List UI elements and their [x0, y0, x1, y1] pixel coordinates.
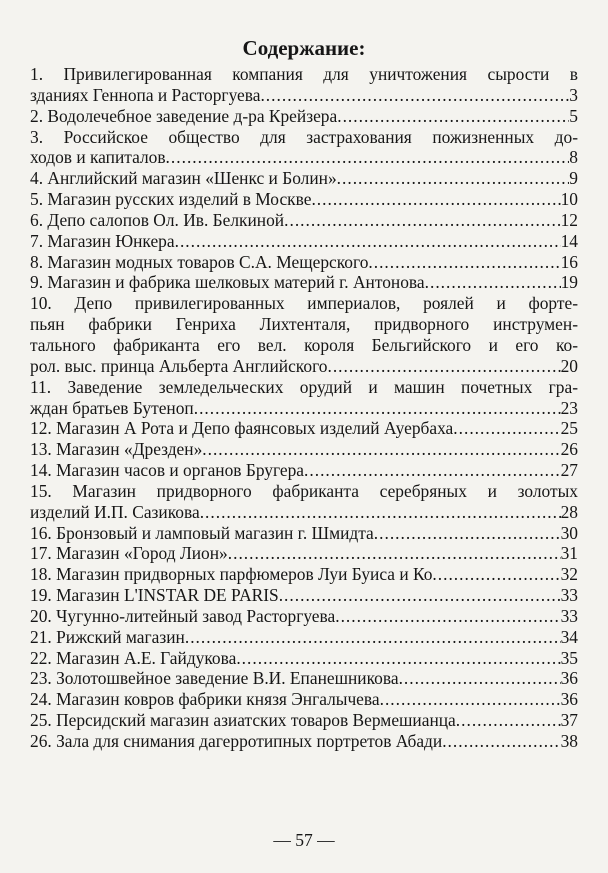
- toc-entry: [30, 648, 578, 669]
- dot-leader: [456, 710, 561, 731]
- dot-leader: [236, 648, 560, 669]
- toc-entry-title: 25. Персидский магазин азиатских товаров Вермешианца: [30, 710, 456, 731]
- toc-page-number: 36: [560, 689, 578, 710]
- toc-entry: [30, 272, 578, 293]
- toc-entry-title: 13. Магазин «Дрезден»: [30, 439, 203, 460]
- toc-entry-last-line: [30, 168, 578, 189]
- dot-leader: [442, 731, 560, 752]
- toc-page-number: 20: [560, 355, 578, 376]
- page-number: — 57 —: [273, 830, 335, 850]
- toc-page-number: 33: [560, 585, 578, 606]
- toc-entry-last-line: [30, 418, 578, 439]
- toc-entry-title: изделий И.П. Сазикова: [30, 501, 200, 522]
- toc-entry-title: 21. Рижский магазин: [30, 626, 185, 647]
- toc-page-number: 34: [560, 626, 578, 647]
- toc-entry: [30, 710, 578, 731]
- toc-page-number: 33: [560, 605, 578, 626]
- toc-entry: [30, 189, 578, 210]
- toc-page-number: 19: [560, 272, 578, 293]
- toc-page-number: 16: [560, 251, 578, 272]
- toc-entry-last-line: [30, 585, 578, 606]
- toc-entry-last-line: [30, 627, 578, 648]
- toc-entry-last-line: [30, 710, 578, 731]
- toc-page-number: 28: [560, 501, 578, 522]
- toc-entry: [30, 564, 578, 585]
- dot-leader: [304, 460, 561, 481]
- toc-entry-last-line: [30, 606, 578, 627]
- toc-entry-title: 24. Магазин ковров фабрики князя Энгалычева: [30, 689, 380, 710]
- toc-entry-last-line: [30, 439, 578, 460]
- toc-entry: [30, 627, 578, 648]
- toc-entry-title: 12. Магазин А Рота и Депо фаянсовых изделий Ауербаха: [30, 418, 454, 439]
- toc-entry-title: 7. Магазин Юнкера: [30, 230, 175, 251]
- toc-entry-title: 26. Зала для снимания дагерротипных портретов Абади: [30, 731, 443, 751]
- toc-entry: [30, 731, 578, 752]
- toc-page-number: 25: [560, 418, 578, 439]
- toc-entry: [30, 231, 578, 252]
- toc-entry: [30, 606, 578, 627]
- toc-entry-last-line: [30, 543, 578, 564]
- toc-entry-last-line: [30, 689, 578, 710]
- toc-page-number: 5: [569, 105, 578, 126]
- dot-leader: [399, 668, 561, 689]
- toc-entry-last-line: [30, 356, 578, 377]
- toc-entry-last-line: [30, 668, 578, 689]
- dot-leader: [337, 168, 570, 189]
- toc-entry: [30, 418, 578, 439]
- toc-entry: [30, 106, 578, 127]
- toc-entry-last-line: [30, 564, 578, 585]
- dot-leader: [380, 689, 561, 710]
- toc-entry-line: 10. Депо привилегированных империалов, роялей и форте-: [30, 293, 578, 314]
- dot-leader: [284, 210, 560, 231]
- toc-entry-title: 22. Магазин А.Е. Гайдукова: [30, 647, 237, 668]
- toc-page-number: 27: [560, 460, 578, 481]
- toc-page-number: 38: [560, 731, 578, 751]
- dot-leader: [374, 523, 561, 544]
- dot-leader: [228, 543, 561, 564]
- dot-leader: [335, 606, 560, 627]
- toc-entry-line: 11. Заведение земледельческих орудий и машин почетных гра-: [30, 376, 578, 397]
- toc-page-number: 37: [560, 710, 578, 731]
- toc-entry-title: 2. Водолечебное заведение д-ра Крейзера: [30, 105, 338, 126]
- toc-entry: [30, 585, 578, 606]
- toc-page-number: 12: [560, 209, 578, 230]
- toc-page-number: 35: [560, 647, 578, 668]
- dot-leader: [200, 502, 561, 523]
- toc-entry-title: 19. Магазин L'INSTAR DE PARIS: [30, 585, 279, 606]
- toc-entry-title: 8. Магазин модных товаров С.А. Мещерского: [30, 251, 369, 272]
- toc-entry: [30, 543, 578, 564]
- toc-heading: Содержание:: [242, 36, 366, 60]
- dot-leader: [368, 252, 560, 273]
- toc-page-number: 9: [569, 168, 578, 189]
- toc-page-number: 26: [560, 439, 578, 460]
- toc-entry: [30, 252, 578, 273]
- toc-entry-title: рол. выс. принца Альберта Английского: [30, 355, 328, 376]
- toc-entry-last-line: [30, 460, 578, 481]
- toc-page-number: 10: [560, 189, 578, 210]
- toc-entry-line: 3. Российское общество для застрахования пожизненных до-: [30, 126, 578, 147]
- toc-page-number: 8: [569, 147, 578, 168]
- toc-entry: [30, 210, 578, 231]
- toc-entry-last-line: [30, 731, 578, 752]
- toc-page-number: 3: [569, 84, 578, 105]
- toc-entry-last-line: [30, 523, 578, 544]
- dot-leader: [194, 398, 561, 419]
- dot-leader: [453, 418, 560, 439]
- dot-leader: [202, 439, 560, 460]
- toc-entry: [30, 168, 578, 189]
- toc-entry: [30, 523, 578, 544]
- dot-leader: [260, 85, 569, 106]
- toc-entry: [30, 481, 578, 523]
- dot-leader: [175, 231, 561, 252]
- toc-entry-title: 9. Магазин и фабрика шелковых материй г. Антонова: [30, 272, 425, 293]
- toc-entry-title: 5. Магазин русских изделий в Москве: [30, 189, 312, 210]
- toc-entry-last-line: [30, 398, 578, 419]
- toc-entry-line: 15. Магазин придворного фабриканта серебряных и золотых: [30, 480, 578, 501]
- toc-entry: [30, 460, 578, 481]
- toc-entry-title: 17. Магазин «Город Лион»: [30, 543, 228, 564]
- dot-leader: [337, 106, 569, 127]
- toc-entry-last-line: [30, 231, 578, 252]
- toc-entry: [30, 689, 578, 710]
- toc-entry-last-line: [30, 210, 578, 231]
- toc-entry-line: тального фабриканта его вел. короля Бельгийского и его ко-: [30, 334, 578, 355]
- toc-entry-last-line: [30, 189, 578, 210]
- toc-page-number: 31: [560, 543, 578, 564]
- dot-leader: [311, 189, 560, 210]
- toc-entry-title: зданиях Геннопа и Расторгуева: [30, 84, 261, 105]
- toc-entry-title: 20. Чугунно-литейный завод Расторгуева: [30, 605, 336, 626]
- toc-entry: [30, 668, 578, 689]
- dot-leader: [327, 356, 560, 377]
- toc-entry: [30, 439, 578, 460]
- toc-entry: [30, 64, 578, 106]
- toc-entry-last-line: [30, 648, 578, 669]
- toc-entry-last-line: [30, 106, 578, 127]
- toc-entry-title: 6. Депо салопов Ол. Ив. Белкиной: [30, 209, 285, 230]
- toc-entry-line: 1. Привилегированная компания для уничтожения сырости в: [30, 64, 578, 84]
- toc-entry-title: ждан братьев Бутеноп: [30, 397, 194, 418]
- toc-page-number: 36: [560, 668, 578, 689]
- dot-leader: [425, 272, 561, 293]
- toc-entry-title: 18. Магазин придворных парфюмеров Луи Буиса и Ко: [30, 564, 433, 585]
- toc-entry-title: 23. Золотошвейное заведение В.И. Епанешникова: [30, 668, 399, 689]
- toc-entry-last-line: [30, 85, 578, 106]
- toc-entry-last-line: [30, 147, 578, 168]
- toc-entry-last-line: [30, 272, 578, 293]
- dot-leader: [279, 585, 561, 606]
- toc-entry-line: пьян фабрики Генриха Лихтенталя, придворного инструмен-: [30, 314, 578, 335]
- toc-entry: [30, 293, 578, 376]
- toc-entry-last-line: [30, 502, 578, 523]
- toc-entry-title: 4. Английский магазин «Шенкс и Болин»: [30, 168, 337, 189]
- dot-leader: [185, 627, 561, 648]
- toc-page-number: 14: [560, 230, 578, 251]
- dot-leader: [166, 147, 570, 168]
- dot-leader: [432, 564, 560, 585]
- toc-page-number: 32: [560, 564, 578, 585]
- toc-entry-title: 14. Магазин часов и органов Бругера: [30, 460, 305, 481]
- toc-entry: [30, 377, 578, 419]
- toc-page-number: 23: [560, 397, 578, 418]
- toc-entry-last-line: [30, 252, 578, 273]
- toc-page-number: 30: [560, 522, 578, 543]
- toc-entry: [30, 127, 578, 169]
- toc-entry-title: 16. Бронзовый и ламповый магазин г. Шмидта: [30, 522, 374, 543]
- table-of-contents: [30, 64, 578, 752]
- toc-entry-title: ходов и капиталов: [30, 147, 166, 168]
